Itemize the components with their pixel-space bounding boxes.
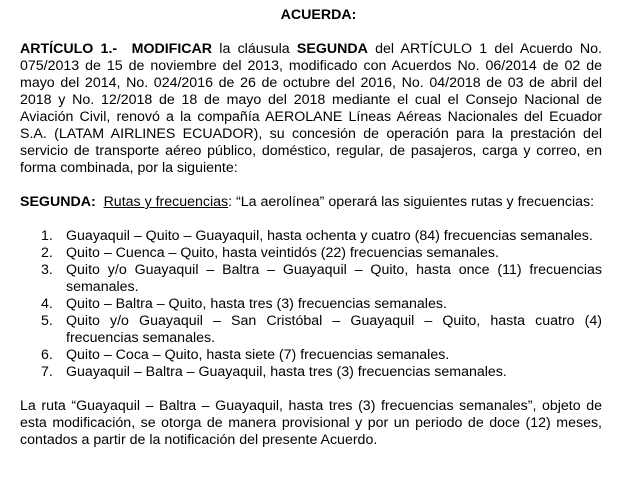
list-item-text: Quito y/o Guayaquil – Baltra – Guayaquil – Quito, hasta once (11) frecuencias semanales.	[66, 262, 602, 295]
article-paragraph	[20, 41, 602, 177]
routes-list	[20, 228, 602, 381]
list-item	[41, 228, 602, 245]
list-item-number: 5.	[41, 313, 53, 329]
list-item-number: 1.	[41, 228, 53, 244]
list-item-text: Quito – Coca – Quito, hasta siete (7) frecuencias semanales.	[66, 347, 450, 363]
list-item-number: 6.	[41, 347, 53, 363]
document-title: ACUERDA:	[280, 7, 357, 23]
list-item	[41, 262, 602, 296]
list-item-text: Quito – Cuenca – Quito, hasta veintidós (22) frecuencias semanales.	[66, 245, 499, 261]
list-item-text: Guayaquil – Baltra – Guayaquil, hasta tres (3) frecuencias semanales.	[66, 364, 507, 380]
closing-paragraph: La ruta “Guayaquil – Baltra – Guayaquil, hasta tres (3) frecuencias semanales”, objeto de esta modificación, se otorga de manera provisional y por un periodo de doce (12) meses, contados a partir de la notificación del presente Acuerdo.	[20, 398, 602, 448]
list-item	[41, 313, 602, 347]
list-item-number: 3.	[41, 262, 53, 278]
list-item	[41, 296, 602, 313]
list-item-text: Guayaquil – Quito – Guayaquil, hasta ochenta y cuatro (84) frecuencias semanales.	[66, 228, 593, 244]
list-item	[41, 347, 602, 364]
article-clause: SEGUNDA	[296, 41, 368, 57]
list-item-text: Quito y/o Guayaquil – San Cristóbal – Guayaquil – Quito, hasta cuatro (4) frecuencias semanales.	[66, 313, 602, 346]
list-item-number: 2.	[41, 245, 53, 261]
list-item	[41, 364, 602, 381]
segunda-text: : “La aerolínea” operará las siguientes rutas y frecuencias:	[228, 194, 595, 210]
article-text-2: del ARTÍCULO 1 del Acuerdo No. 075/2013 de 15 de noviembre del 2013, modificado con Acuerdos No. 06/2014 de 02 de mayo del 2014, No. 024/2016 de 26 de octubre del 2016, No. 04/2018 de 03 de abril del 2018 y No. 12/2018 de 18 de mayo del 2018 mediante el cual el Consejo Nacional de Aviación Civil, renovó a la compañía AEROLANE Líneas Aéreas Nacionales del Ecuador S.A. (LATAM AIRLINES ECUADOR), su concesión de operación para la prestación del servicio de transporte aéreo público, doméstico, regular, de pasajeros, carga y correo, en forma combinada, por la siguiente:	[20, 41, 602, 176]
article-verb: MODIFICAR	[131, 41, 213, 57]
list-item	[41, 245, 602, 262]
segunda-heading: Rutas y frecuencias	[103, 194, 229, 210]
document	[20, 7, 602, 466]
article-label: ARTÍCULO 1.-	[20, 41, 118, 57]
list-item-number: 7.	[41, 364, 53, 380]
list-item-number: 4.	[41, 296, 53, 312]
article-text-1: la cláusula	[212, 41, 297, 57]
segunda-label: SEGUNDA:	[20, 194, 96, 210]
list-item-text: Quito – Baltra – Quito, hasta tres (3) frecuencias semanales.	[66, 296, 447, 312]
segunda-paragraph	[20, 194, 602, 211]
